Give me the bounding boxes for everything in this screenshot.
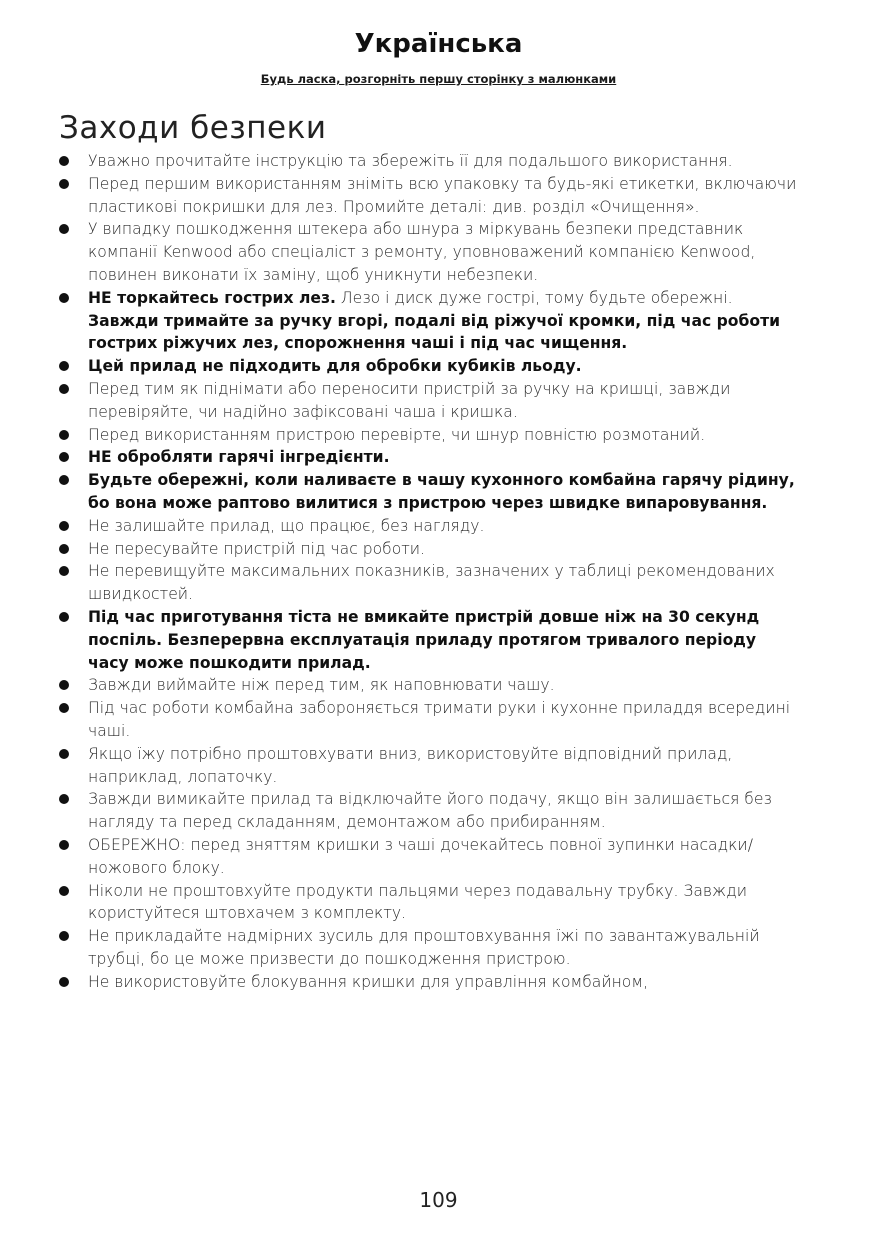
page-subtitle: Будь ласка, розгорніть першу сторінку з малюнками — [260, 72, 617, 86]
list-item — [57, 515, 797, 538]
list-item — [57, 446, 797, 469]
list-item-text: Завжди виймайте ніж перед тим, як наповнювати чашу. — [88, 676, 555, 695]
list-item-text: Перед першим використанням зніміть всю упаковку та будь-які етикетки, включаючи пластикові покришки для лез. Промийте деталі: див. розділ «Очищення». — [88, 174, 797, 216]
list-item — [57, 538, 797, 561]
bullet-icon — [59, 886, 69, 896]
list-item-text: Якщо їжу потрібно проштовхувати вниз, використовуйте відповідний прилад, наприклад, лопаточку. — [88, 744, 733, 786]
list-item-text: Лезо і диск дуже гострі, тому будьте обережні. — [335, 288, 733, 307]
list-item — [57, 560, 797, 606]
list-item — [57, 424, 797, 447]
bullet-icon — [59, 430, 69, 440]
list-item — [57, 674, 797, 697]
list-item-text: Цей прилад не підходить для обробки кубиків льоду. — [88, 357, 582, 376]
list-item-text: Під час приготування тіста не вмикайте пристрій довше ніж на 30 секунд поспіль. Безперервна експлуатація приладу протягом тривалого періоду часу може пошкодити прилад. — [88, 607, 760, 672]
list-item — [57, 355, 797, 378]
bullet-icon — [59, 680, 69, 690]
bullet-icon — [59, 475, 69, 485]
list-item — [57, 378, 797, 424]
list-item — [57, 971, 797, 994]
bullet-icon — [59, 794, 69, 804]
list-item-text: Уважно прочитайте інструкцію та збережіть її для подальшого використання. — [88, 152, 733, 170]
list-item — [57, 218, 797, 286]
list-item — [57, 925, 797, 971]
bullet-icon — [59, 931, 69, 941]
section-heading: Заходи безпеки — [59, 110, 327, 146]
list-item-text: Будьте обережні, коли наливаєте в чашу кухонного комбайна гарячу рідину, бо вона може раптово вилитися з пристрою через швидке випаровування. — [88, 471, 795, 512]
bullet-icon — [59, 612, 69, 622]
bullet-icon — [59, 703, 69, 713]
list-item-text: НЕ обробляти гарячі інгредієнти. — [88, 448, 390, 467]
safety-list — [57, 150, 797, 993]
bullet-icon — [59, 977, 69, 987]
page-title: Українська — [354, 29, 523, 59]
list-item-text: Під час роботи комбайна забороняється тримати руки і кухонне приладдя всередині чаші. — [88, 699, 791, 740]
bullet-icon — [59, 452, 69, 462]
list-item-text: Ніколи не проштовхуйте продукти пальцями через подавальну трубку. Завжди користуйтеся штовхачем з комплекту. — [88, 881, 748, 923]
bullet-icon — [59, 840, 69, 850]
list-item-text: Завжди вимикайте прилад та відключайте його подачу, якщо він залишається без нагляду та перед складанням, демонтажом або прибиранням. — [88, 790, 772, 832]
list-item-text: Перед тим як піднімати або переносити пристрій за ручку на кришці, завжди перевіряйте, чи надійно зафіксовані чаша і кришка. — [88, 379, 731, 421]
list-item — [57, 606, 797, 674]
list-item — [57, 697, 797, 743]
list-item-bold-text: НЕ торкайтесь гострих лез. — [88, 288, 336, 307]
bullet-icon — [59, 566, 69, 576]
bullet-icon — [59, 293, 69, 303]
list-item — [57, 173, 797, 219]
list-item — [57, 150, 797, 173]
list-item-text: ОБЕРЕЖНО: перед зняттям кришки з чаші дочекайтесь повної зупинки насадки/ножового блоку. — [88, 835, 753, 877]
bullet-icon — [59, 521, 69, 531]
list-item — [57, 743, 797, 789]
bullet-icon — [59, 544, 69, 554]
list-item-text: Не залишайте прилад, що працює, без нагляду. — [88, 516, 485, 535]
bullet-icon — [59, 361, 69, 371]
list-item-text: Не пересувайте пристрій під час роботи. — [88, 539, 426, 558]
bullet-icon — [59, 156, 69, 166]
bullet-icon — [59, 179, 69, 189]
list-item-text: Не використовуйте блокування кришки для управління комбайном, — [88, 972, 649, 991]
list-item-bold-text: Завжди тримайте за ручку вгорі, подалі від ріжучої кромки, під час роботи гострих ріжучих лез, спорожнення чаші і під час чищення. — [88, 311, 781, 353]
list-item — [57, 834, 797, 880]
bullet-icon — [59, 224, 69, 234]
list-item — [57, 788, 797, 834]
bullet-icon — [59, 384, 69, 394]
list-item-text: Не перевищуйте максимальних показників, зазначених у таблиці рекомендованих швидкостей. — [88, 562, 775, 604]
page-number: 109 — [419, 1188, 458, 1212]
list-item — [57, 469, 797, 515]
list-item-text: У випадку пошкодження штекера або шнура з міркувань безпеки представник компанії Kenwood або спеціаліст з ремонту, уповноважений компанією Kenwood, повинен виконати їх заміну, щоб уникнути небезпеки. — [88, 220, 756, 284]
list-item — [57, 880, 797, 926]
bullet-icon — [59, 749, 69, 759]
list-item-text: Не прикладайте надмірних зусиль для проштовхування їжі по завантажувальній трубці, бо це може призвести до пошкодження пристрою. — [88, 927, 760, 968]
list-item — [57, 287, 797, 355]
list-item-text: Перед використанням пристрою перевірте, чи шнур повністю розмотаний. — [88, 425, 706, 444]
